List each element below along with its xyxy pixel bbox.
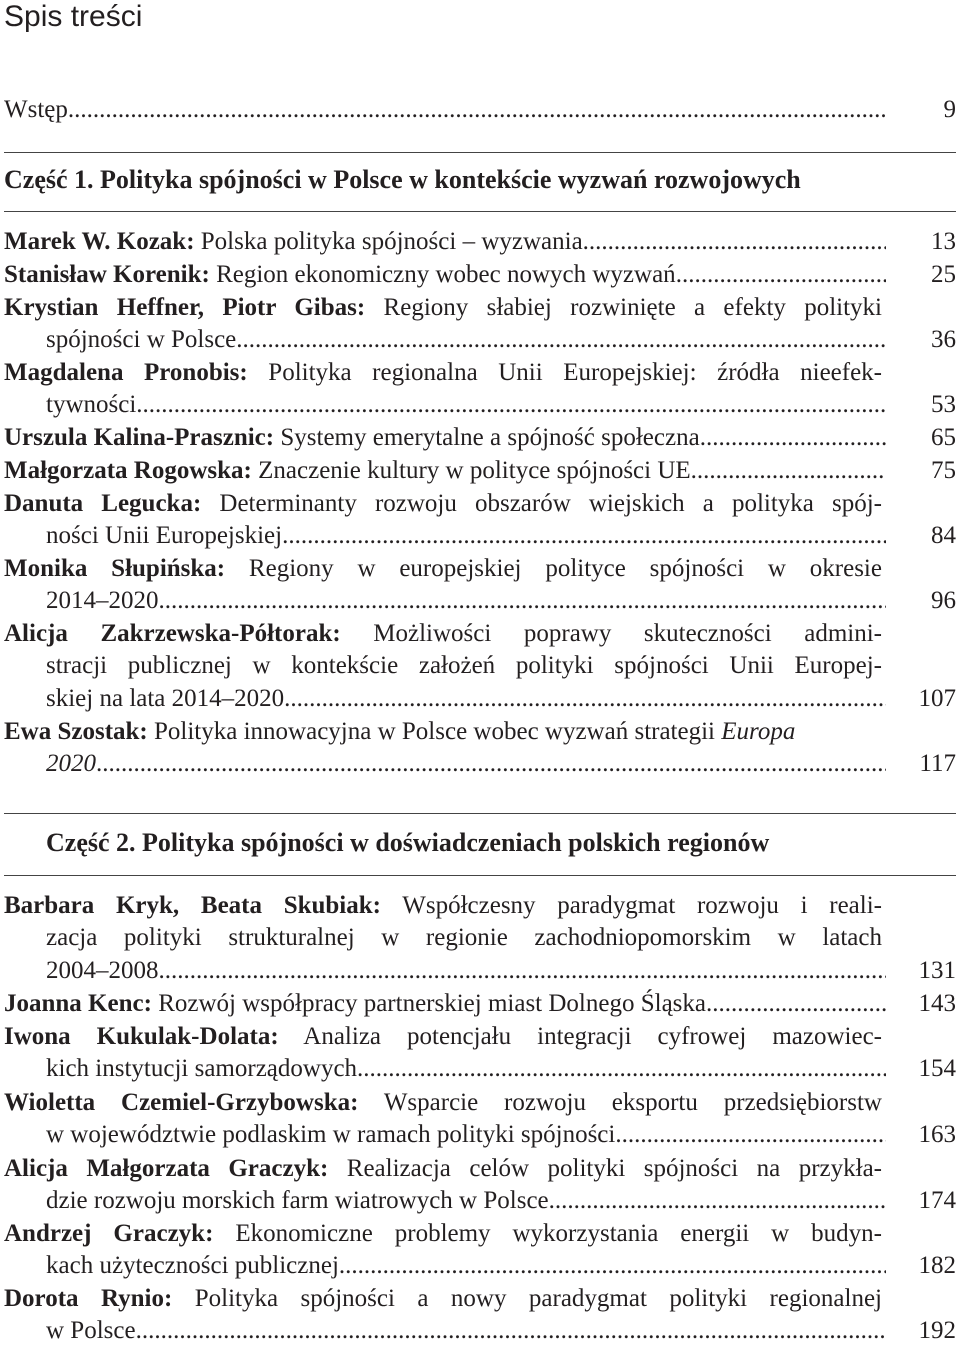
entry-title-cont: dzie rozwoju morskich farm wiatrowych w Polsce	[46, 1187, 549, 1215]
page-number: 131	[918, 956, 956, 984]
entry-author: Magdalena Pronobis:	[4, 359, 248, 386]
part-2-heading: Część 2. Polityka spójności w doświadczeniach polskich regionów	[46, 828, 770, 857]
leader-dots	[284, 683, 886, 715]
entry-title-cont: 2014–2020	[46, 587, 159, 615]
entry-title: Wsparcie rozwoju eksportu przedsiębiorstw	[358, 1089, 882, 1116]
page-number: 25	[931, 261, 956, 288]
leader-dots	[700, 422, 886, 454]
leader-dots	[691, 455, 886, 487]
entry-author: Danuta Legucka:	[4, 490, 202, 517]
entry-author: Barbara Kryk, Beata Skubiak:	[4, 892, 381, 919]
entry-author: Małgorzata Rogowska:	[4, 457, 252, 484]
entry-title-italic: Europa	[721, 718, 796, 745]
page-number: 107	[918, 684, 956, 712]
entry-title: Współczesny paradygmat rozwoju i reali-	[381, 892, 882, 919]
page-number: 53	[931, 391, 956, 419]
entry-title-cont: ności Unii Europejskiej	[46, 522, 283, 550]
entry-author: Marek W. Kozak:	[4, 228, 195, 255]
entry-title-cont: w województwie podlaskim w ramach polityki spójności	[46, 1121, 616, 1149]
leader-dots	[583, 226, 886, 258]
leader-dots	[549, 1185, 886, 1217]
page-number: 13	[931, 228, 956, 255]
entry-title: Wstęp	[4, 96, 68, 123]
divider	[4, 875, 956, 876]
page-number: 117	[919, 750, 956, 778]
entry-author: Krystian Heffner, Piotr Gibas:	[4, 294, 366, 321]
entry-title-cont: kach użyteczności publicznej	[46, 1252, 339, 1280]
toc-entry[interactable]	[4, 422, 956, 454]
entry-title: Realizacja celów polityki spójności na przykła-	[328, 1155, 883, 1182]
toc-entry[interactable]	[4, 226, 956, 258]
page-number: 96	[931, 587, 956, 615]
page-number: 65	[931, 424, 956, 451]
entry-title: Ekonomiczne problemy wykorzystania energii w budyn-	[213, 1220, 882, 1247]
leader-dots	[676, 259, 886, 291]
page-number: 9	[943, 96, 956, 123]
leader-dots	[136, 389, 886, 421]
page-number: 143	[918, 990, 956, 1017]
entry-title-cont: stracji publicznej w kontekście założeń polityki spójności Unii Europej-	[46, 652, 882, 680]
entry-author: Monika Słupińska:	[4, 555, 226, 582]
leader-dots	[357, 1053, 886, 1085]
leader-dots	[159, 585, 887, 617]
leader-dots	[96, 748, 886, 780]
entry-title-cont: spójności w Polsce	[46, 326, 237, 354]
page-number: 75	[931, 457, 956, 484]
part-1-heading: Część 1. Polityka spójności w Polsce w kontekście wyzwań rozwojowych	[4, 165, 801, 194]
entry-title: Polityka innowacyjna w Polsce wobec wyzwań strategii	[147, 718, 722, 745]
page-number: 84	[931, 522, 956, 550]
entry-title-cont: 2004–2008	[46, 956, 159, 984]
entry-title: Możliwości poprawy skuteczności admini-	[340, 620, 882, 647]
entry-title: Determinanty rozwoju obszarów wiejskich a polityka spój-	[201, 490, 882, 517]
entry-title-cont: skiej na lata 2014–2020	[46, 684, 285, 712]
toc-entry[interactable]	[4, 1218, 956, 1283]
toc-entry[interactable]	[4, 259, 956, 291]
entry-title-cont: 2020	[46, 750, 96, 778]
divider	[4, 152, 956, 153]
page-title: Spis treści	[4, 0, 143, 33]
toc-entry[interactable]	[4, 1021, 956, 1086]
entry-title-cont: kich instytucji samorządowych	[46, 1055, 358, 1083]
entry-title: Regiony w europejskiej polityce spójności w okresie	[225, 555, 882, 582]
page-number: 163	[918, 1121, 956, 1149]
entry-author: Stanisław Korenik:	[4, 261, 210, 288]
entry-title: Polityka regionalna Unii Europejskiej: źródła nieefek-	[247, 359, 883, 386]
leader-dots	[236, 324, 886, 356]
entry-title-cont: tywności	[46, 391, 137, 419]
entry-title: Znaczenie kultury w polityce spójności UE	[251, 457, 691, 484]
toc-entry[interactable]	[4, 988, 956, 1020]
entry-title-cont: w Polsce	[46, 1317, 136, 1345]
entry-author: Iwona Kukulak-Dolata:	[4, 1023, 279, 1050]
toc-entry[interactable]	[4, 618, 956, 715]
entry-title: Rozwój współpracy partnerskiej miast Dolnego Śląska	[151, 990, 706, 1017]
entry-author: Urszula Kalina-Prasznic:	[4, 424, 275, 451]
leader-dots	[282, 520, 886, 552]
divider	[4, 211, 956, 212]
toc-entry[interactable]	[4, 292, 956, 357]
entry-title: Polityka spójności a nowy paradygmat polityki regionalnej	[172, 1285, 882, 1312]
toc-entry[interactable]	[4, 357, 956, 422]
leader-dots	[615, 1119, 886, 1151]
toc-entry[interactable]	[4, 553, 956, 618]
entry-author: Joanna Kenc:	[4, 990, 152, 1017]
page-number: 154	[918, 1055, 956, 1083]
leader-dots	[68, 94, 886, 126]
page-number: 174	[918, 1187, 956, 1215]
toc-entry[interactable]	[4, 455, 956, 487]
leader-dots	[339, 1250, 886, 1282]
leader-dots	[706, 988, 886, 1020]
leader-dots	[159, 955, 887, 987]
toc-entry[interactable]	[4, 716, 956, 781]
toc-entry[interactable]	[4, 890, 956, 987]
entry-title: Analiza potencjału integracji cyfrowej mazowiec-	[278, 1023, 882, 1050]
entry-title: Region ekonomiczny wobec nowych wyzwań	[209, 261, 676, 288]
entry-author: Alicja Małgorzata Graczyk:	[4, 1155, 329, 1182]
entry-author: Ewa Szostak:	[4, 718, 148, 745]
page-number: 192	[918, 1317, 956, 1345]
toc-entry[interactable]	[4, 1087, 956, 1152]
divider	[4, 813, 956, 814]
toc-entry[interactable]	[4, 1283, 956, 1348]
entry-title-cont: zacja polityki strukturalnej w regionie zachodniopomorskim w latach	[46, 924, 882, 952]
page-number: 36	[931, 326, 956, 354]
page-number: 182	[918, 1252, 956, 1280]
entry-author: Dorota Rynio:	[4, 1285, 173, 1312]
toc-entry-intro[interactable]	[4, 94, 956, 126]
entry-author: Wioletta Czemiel-Grzybowska:	[4, 1089, 359, 1116]
toc-entry[interactable]	[4, 1153, 956, 1218]
entry-title: Regiony słabiej rozwinięte a efekty polityki	[365, 294, 883, 321]
entry-author: Andrzej Graczyk:	[4, 1220, 214, 1247]
entry-title: Systemy emerytalne a spójność społeczna	[274, 424, 700, 451]
entry-title: Polska polityka spójności – wyzwania	[194, 228, 583, 255]
toc-entry[interactable]	[4, 488, 956, 553]
entry-author: Alicja Zakrzewska-Półtorak:	[4, 620, 341, 647]
